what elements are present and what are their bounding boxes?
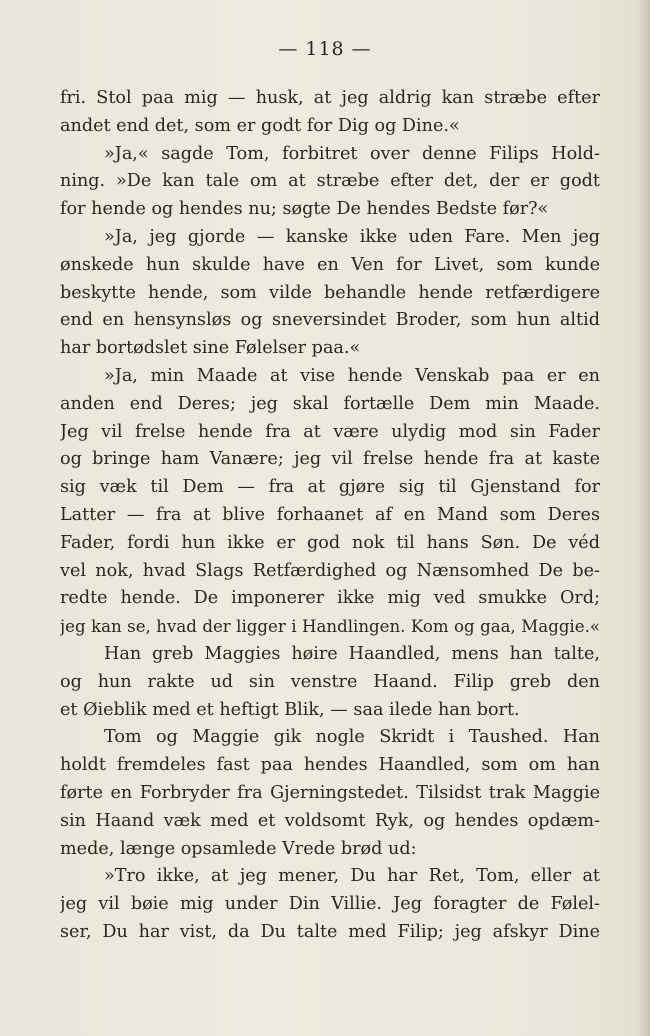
text-line: førte en Forbryder fra Gjerningstedet. Tilsidst trak Maggie [60, 782, 600, 803]
text-line: mede, længe opsamlede Vrede brød ud: [60, 838, 417, 859]
text-line: og bringe ham Vanære; jeg vil frelse hende fra at kaste [60, 449, 600, 470]
text-line: »Ja, jeg gjorde — kanske ikke uden Fare. Men jeg [104, 226, 600, 247]
text-line: ser, Du har vist, da Du talte med Filip; jeg afskyr Dine [60, 921, 600, 942]
text-line: Latter — fra at blive forhaanet af en Mand som Deres [60, 504, 600, 525]
text-line: »Ja, min Maade at vise hende Venskab paa er en [104, 365, 600, 386]
page-number: — 118 — [278, 38, 372, 60]
text-line: redte hende. De imponerer ikke mig ved smukke Ord; [60, 588, 600, 609]
text-line: og hun rakte ud sin venstre Haand. Filip greb den [60, 671, 600, 692]
text-line: Han greb Maggies høire Haandled, mens han talte, [104, 643, 600, 664]
text-line: sig væk til Dem — fra at gjøre sig til Gjenstand for [60, 477, 600, 498]
body-text [60, 85, 600, 947]
text-line: har bortødslet sine Følelser paa.« [60, 338, 361, 359]
text-line: jeg vil bøie mig under Din Villie. Jeg foragter de Følel- [60, 894, 600, 915]
text-line: Tom og Maggie gik nogle Skridt i Taushed. Han [104, 727, 600, 748]
text-line: andet end det, som er godt for Dig og Dine.« [60, 115, 460, 136]
page-edge-shadow [638, 0, 650, 1036]
text-line: Jeg vil frelse hende fra at være ulydig mod sin Fader [60, 421, 600, 442]
text-line: sin Haand væk med et voldsomt Ryk, og hendes opdæm- [60, 810, 600, 831]
text-line: ning. »De kan tale om at stræbe efter det, der er godt [60, 171, 600, 192]
text-line: »Tro ikke, at jeg mener, Du har Ret, Tom, eller at [104, 866, 600, 887]
text-line: vel nok, hvad Slags Retfærdighed og Nænsomhed De be- [60, 560, 600, 581]
text-line: holdt fremdeles fast paa hendes Haandled, som om han [60, 755, 600, 776]
text-line: fri. Stol paa mig — husk, at jeg aldrig kan stræbe efter [60, 88, 600, 108]
text-line: end en hensynsløs og sneversindet Broder, som hun altid [60, 310, 600, 331]
text-line: jeg kan se, hvad der ligger i Handlingen. Kom og gaa, Maggie.« [60, 617, 600, 637]
text-line: et Øieblik med et heftigt Blik, — saa ilede han bort. [60, 699, 520, 720]
text-line: anden end Deres; jeg skal fortælle Dem min Maade. [60, 393, 600, 414]
text-line: for hende og hendes nu; søgte De hendes Bedste før?« [60, 199, 549, 220]
text-line: beskytte hende, som vilde behandle hende retfærdigere [60, 282, 600, 303]
text-line: »Ja,« sagde Tom, forbitret over denne Filips Hold- [104, 143, 600, 164]
text-line: ønskede hun skulde have en Ven for Livet, som kunde [60, 254, 600, 275]
text-line: Fader, fordi hun ikke er god nok til hans Søn. De véd [60, 532, 600, 553]
